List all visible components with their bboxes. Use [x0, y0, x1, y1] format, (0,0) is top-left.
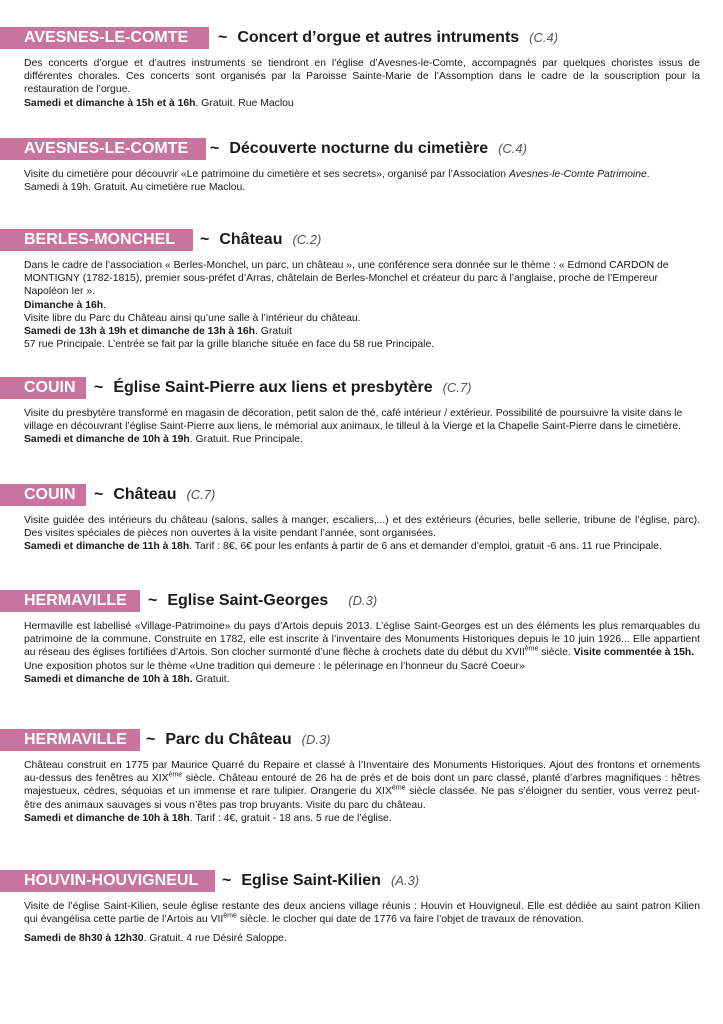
event-entry — [0, 27, 723, 110]
map-code: (C.4) — [498, 141, 527, 156]
event-description: Visite de l’église Saint-Kilien, seule église restante des deux anciens village réunis : Houvin et Houvigneul. Elle est dédiée au saint patron Kilien qui évangélisa cette partie de l’Artois au VIIème siècle. le clocher qui date de 1776 va faire l’objet de travaux de rénovation. Samedi de 8h30 à 12h30. Gratuit. 4 rue Désiré Saloppe. — [24, 901, 700, 945]
event-entry — [0, 138, 723, 194]
event-title: ~ Découverte nocturne du cimetière (C.4) — [210, 140, 527, 157]
event-description: Des concerts d’orgue et d’autres instruments se tiendront en l’église d’Avesnes-le-Comte, accompagnés par quelques choristes issus de différentes chorales. Ces concerts sont organisés par la Paroisse Sainte-Marie de l’Assomption dans le cadre de la souscription pour la restauration de l’orgue. Samedi et dimanche à 15h et à 16h. Gratuit. Rue Maclou — [24, 58, 700, 109]
town-band: AVESNES-LE-COMTE — [0, 27, 209, 49]
event-schedule: Samedi à 19h. Gratuit. Au cimetière rue Maclou. — [24, 182, 246, 194]
town-band: HERMAVILLE — [0, 729, 140, 751]
event-title: ~ Château (C.7) — [94, 486, 216, 503]
event-entry — [0, 229, 723, 351]
event-title: ~ Église Saint-Pierre aux liens et presbytère (C.7) — [94, 379, 472, 396]
event-title: ~ Parc du Château (D.3) — [146, 731, 331, 748]
event-schedule: Samedi et dimanche de 10h à 18h — [24, 812, 190, 824]
event-description: Château construit en 1775 par Maurice Quarré du Repaire et classé à l’Inventaire des Monuments Historiques. Ajout des frontons et ornements au-dessus des fenêtres au XIXème siècle. Château entouré de 26 ha de prés et de bois dont un parc classé, planté d’arbres magnifiques : hêtres majestueux, cèdres, séquoias et un immense et rare tulipier. Orangerie du XIXème siècle classée. Ne pas s’éloigner du sentier, vous verrez peut-être des animaux sauvages si vous n’êtes pas trop bruyants. Visite du parc du château. Samedi et dimanche de 10h à 18h. Tarif : 4€, gratuit - 18 ans. 5 rue de l’église. — [24, 760, 701, 824]
event-title: ~ Eglise Saint-Kilien (A.3) — [222, 872, 420, 889]
town-band: AVESNES-LE-COMTE — [0, 138, 206, 160]
map-code: (C.7) — [186, 487, 216, 502]
map-code: (D.3) — [348, 593, 378, 608]
event-title: ~ Concert d’orgue et autres intruments (C.4) — [218, 29, 559, 46]
event-schedule: Dimanche à 16h — [24, 299, 104, 311]
event-schedule: Samedi et dimanche de 10h à 18h. — [24, 673, 193, 685]
map-code: (D.3) — [301, 732, 331, 747]
town-band: HOUVIN-HOUVIGNEUL — [0, 870, 215, 892]
event-title: ~ Château (C.2) — [200, 231, 322, 248]
town-band: BERLES-MONCHEL — [0, 229, 193, 251]
map-code: (C.4) — [529, 30, 559, 45]
event-entry — [0, 870, 723, 946]
event-description: Visite guidée des intérieurs du château (salons, salles à manger, escaliers,...) et des extérieurs (écuries, belle sellerie, tribune de l’église, parc). Des visites spéciales de pièces non ouvertes à la visite pendant l’année, sont organisées. Samedi et dimanche de 11h à 18h. Tarif : 8€, 6€ pour les enfants à partir de 6 ans et demander d’emploi, gratuit -6 ans. 11 rue Principale. — [24, 515, 700, 553]
event-schedule: Samedi et dimanche de 11h à 18h — [24, 541, 190, 553]
event-description: Dans le cadre de l’association « Berles-Monchel, un parc, un château », une conférence sera donnée sur le thème : « Edmond CARDON de MONTIGNY (1782-1815), premier sous-préfet d’Arras, châtelain de Berles-Monchel et créateur du parc à l’anglaise, proche de l’Empereur Napoléon Ier ». Dimanche à 16h. Visite libre du Parc du Château ainsi qu’une salle à l’intérieur du château. Samedi de 13h à 19h et dimanche de 13h à 16h. Gratuit 57 rue Principale. L’entrée se fait par la grille blanche située en face du 58 rue Principale. — [24, 260, 669, 351]
event-description: Visite du cimetière pour découvrir «Le patrimoine du cimetière et ses secrets», organisé par l’Association Avesnes-le-Comte Patrimoine. Samedi à 19h. Gratuit. Au cimetière rue Maclou. — [24, 168, 700, 194]
event-description: Hermaville est labellisé «Village-Patrimoine» du pays d’Artois depuis 2013. L’église Saint-Georges est un des éléments les plus remarquables du patrimoine de la commune. Construite en 1782, elle est inscrite à l’inventaire des Monuments Historiques depuis le 10 juin 1926... Elle appartient au réseau des églises fortifiées d’Artois. Son clocher surmonté d’une flèche à crochets date du début du XVIIème siècle. Visite commentée à 15h. Une exposition photos sur le thème «Une tradition qui demeure : le pélerinage en l’honneur du Sacré Coeur» Samedi et dimanche de 10h à 18h. Gratuit. — [24, 621, 700, 685]
event-entry — [0, 377, 723, 447]
event-schedule: Samedi de 8h30 à 12h30 — [24, 933, 144, 945]
event-description: Visite du presbytère transformé en magasin de décoration, petit salon de thé, café intérieur / extérieur. Possibilité de poursuivre la visite dans le village en découvrant l’église Saint-Pierre aux liens, le mémorial aux animaux, le tilleul à la Vierge et la Chapelle Saint-Pierre dans le cimetière. Samedi et dimanche de 10h à 19h. Gratuit. Rue Principale. — [24, 408, 683, 446]
event-schedule: Samedi et dimanche à 15h et à 16h — [24, 97, 196, 109]
event-schedule: Samedi et dimanche de 10h à 19h — [24, 434, 190, 446]
event-title: ~ Eglise Saint-Georges (D.3) — [148, 592, 378, 609]
event-schedule: Samedi de 13h à 19h et dimanche de 13h à 16h — [24, 326, 255, 338]
map-code: (A.3) — [390, 873, 420, 888]
town-band: COUIN — [0, 484, 86, 506]
event-entry — [0, 590, 723, 686]
town-band: HERMAVILLE — [0, 590, 140, 612]
map-code: (C.7) — [442, 380, 472, 395]
event-entry — [0, 729, 723, 825]
town-band: COUIN — [0, 377, 86, 399]
map-code: (C.2) — [292, 232, 322, 247]
event-entry — [0, 484, 723, 554]
